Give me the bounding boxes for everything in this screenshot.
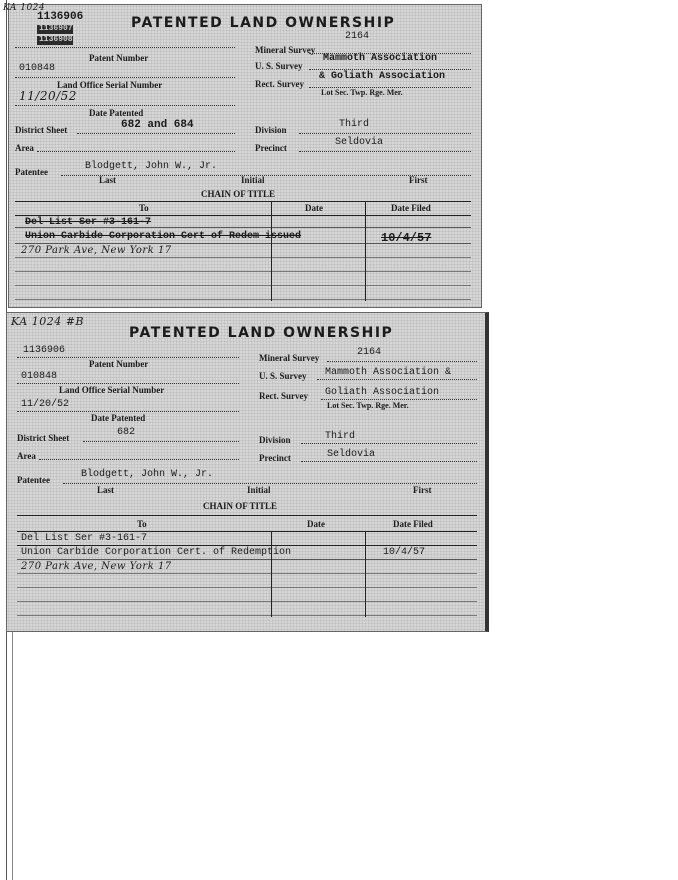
mineral-survey-value: 2164 xyxy=(345,31,370,42)
chain-row-2-filed: 10/4/57 xyxy=(381,231,432,245)
patent-number-2: 1136907 xyxy=(39,24,73,33)
serial-label: Land Office Serial Number xyxy=(59,385,165,395)
serial-label: Land Office Serial Number xyxy=(57,80,163,90)
precinct-label: Precinct xyxy=(255,143,287,153)
first-label: First xyxy=(409,175,428,185)
chain-row-3-to: 270 Park Ave, New York 17 xyxy=(21,245,172,256)
corner-note: KA 1024 #B xyxy=(11,315,85,328)
rect-survey-value: & Goliath Association xyxy=(319,71,446,82)
date-patented-value: 11/20/52 xyxy=(21,399,70,410)
patentee-label: Patentee xyxy=(15,167,48,177)
page-edge-lower xyxy=(12,620,13,880)
chain-row-1-to: Del List Ser #3-161-7 xyxy=(25,217,152,228)
ownership-card-bottom xyxy=(6,312,489,632)
area-label: Area xyxy=(17,451,36,461)
lot-sec-label: Lot Sec. Twp. Rge. Mer. xyxy=(327,401,409,410)
area-label: Area xyxy=(15,143,34,153)
chain-row-1-to: Del List Ser #3-161-7 xyxy=(21,533,148,544)
district-sheet-label: District Sheet xyxy=(15,125,68,135)
last-label: Last xyxy=(97,485,115,495)
col-to-header: To xyxy=(139,203,149,213)
rect-survey-label: Rect. Survey xyxy=(255,79,304,89)
precinct-value: Seldovia xyxy=(327,449,376,460)
us-survey-label: U. S. Survey xyxy=(259,371,307,381)
patentee-value: Blodgett, John W., Jr. xyxy=(85,161,218,172)
initial-label: Initial xyxy=(247,485,271,495)
col-date-header: Date xyxy=(307,519,325,529)
district-sheet-label: District Sheet xyxy=(17,433,70,443)
patent-number-label: Patent Number xyxy=(89,53,149,63)
us-survey-value: Mammoth Association & xyxy=(325,367,452,378)
date-patented-label: Date Patented xyxy=(91,413,146,423)
patentee-label: Patentee xyxy=(17,475,50,485)
date-patented-label: Date Patented xyxy=(89,108,144,118)
lot-sec-label: Lot Sec. Twp. Rge. Mer. xyxy=(321,88,403,97)
chain-row-2-filed: 10/4/57 xyxy=(383,547,426,558)
card-title: PATENTED LAND OWNERSHIP xyxy=(129,325,394,341)
col-date-filed-header: Date Filed xyxy=(391,203,431,213)
patent-number-value: 1136906 xyxy=(23,345,66,356)
chain-of-title-label: CHAIN OF TITLE xyxy=(201,189,276,199)
col-to-header: To xyxy=(137,519,147,529)
division-value: Third xyxy=(339,119,370,130)
chain-row-2-to: Union Carbide Corporation Cert. of Redemption xyxy=(21,547,292,558)
rect-survey-value: Goliath Association xyxy=(325,387,440,398)
patentee-value: Blodgett, John W., Jr. xyxy=(81,469,214,480)
patent-number-1: 1136906 xyxy=(37,11,84,23)
division-value: Third xyxy=(325,431,356,442)
date-patented-value: 11/20/52 xyxy=(19,89,77,103)
chain-of-title-label: CHAIN OF TITLE xyxy=(203,501,278,511)
rect-survey-label: Rect. Survey xyxy=(259,391,308,401)
district-sheet-value: 682 xyxy=(117,427,136,438)
col-date-header: Date xyxy=(305,203,323,213)
patent-number-3: 1136908 xyxy=(39,35,73,44)
chain-row-2-to: Union Carbide Corporation Cert of Redem issued xyxy=(25,231,302,242)
division-label: Division xyxy=(255,125,287,135)
us-survey-value: Mammoth Association xyxy=(323,53,438,64)
first-label: First xyxy=(413,485,432,495)
serial-value: 010848 xyxy=(19,63,56,74)
precinct-label: Precinct xyxy=(259,453,291,463)
district-sheet-value: 682 and 684 xyxy=(121,119,194,131)
us-survey-label: U. S. Survey xyxy=(255,61,303,71)
chain-row-3-to: 270 Park Ave, New York 17 xyxy=(21,561,172,572)
division-label: Division xyxy=(259,435,291,445)
ownership-card-top xyxy=(3,3,482,308)
patent-number-label: Patent Number xyxy=(89,359,149,369)
serial-value: 010848 xyxy=(21,371,58,382)
initial-label: Initial xyxy=(241,175,265,185)
corner-note: KA 1024 xyxy=(3,3,46,13)
precinct-value: Seldovia xyxy=(335,137,384,148)
mineral-survey-label: Mineral Survey xyxy=(259,353,320,363)
last-label: Last xyxy=(99,175,117,185)
col-date-filed-header: Date Filed xyxy=(393,519,433,529)
mineral-survey-label: Mineral Survey xyxy=(255,45,316,55)
mineral-survey-value: 2164 xyxy=(357,347,382,358)
card-title: PATENTED LAND OWNERSHIP xyxy=(131,15,396,31)
